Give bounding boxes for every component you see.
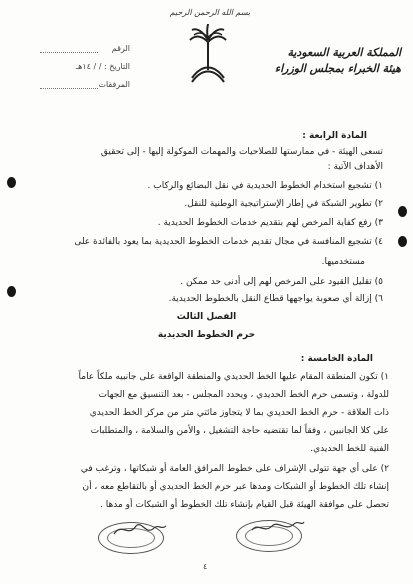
punch-hole <box>398 206 407 217</box>
article5-line: إنشاء تلك الخطوط أو الشبكات ومدها عبر حرم الخط الحديدي أو بالتقاطع معه ، أن <box>82 482 389 492</box>
article5-line: للدولة ، وتسمى حرم الخط الحديدي ، ويحدد المجلس - بعد التنسيق مع الجهات <box>98 390 389 400</box>
article4-intro-line1: تسعى الهيئة - في ممارستها للصلاحيات والمهمات الموكولة إليها - إلى تحقيق <box>100 147 383 157</box>
reference-label: الرقم <box>111 44 130 53</box>
attachments-label: المرفقات <box>98 80 130 89</box>
article4-item-cont: مستخدميها. <box>321 257 365 267</box>
article5-line: ذات العلاقة - حرم الخط الحديدي بما لا يتجاوز مائتي متر من مركز الخط الحديدي <box>89 408 389 418</box>
signature-left <box>112 518 168 540</box>
article4-item: ٣) رفع كفاية المرخص لهم بتقديم خدمات الخطوط الحديدية . <box>157 218 383 228</box>
article5-heading: المادة الخامسة : <box>300 354 373 364</box>
saudi-emblem-icon <box>188 24 228 88</box>
article5-line: على كلا الجانبين ، وفقاً لما تقتضيه حاجة التشغيل ، والأمن والسلامة ، والمتطلبات <box>90 426 389 436</box>
article4-item: ٤) تشجيع المنافسة في مجال تقديم خدمات الخطوط الحديدية بما يعود بالفائدة على <box>74 237 383 247</box>
article5-line: ٢) على أي جهة تتولى الإشراف على خطوط المرافق العامة أو شبكاتها ، وترغب في <box>80 464 389 474</box>
article5-line: ١) تكون المنطقة المقام عليها الخط الحديدي والمنطقة الواقعة على جانبيه ملكاً عاماً <box>78 372 389 382</box>
date-label: التاريخ : / / ١٤هـ <box>75 62 130 71</box>
article4-item: ٦) إزالة أي صعوبة يواجهها قطاع النقل بالخطوط الحديدية. <box>168 294 383 304</box>
punch-hole <box>398 236 407 247</box>
chapter-title: الفصل الثالث <box>176 312 237 322</box>
reference-field <box>40 44 130 53</box>
article5-line: تحصل على موافقة الهيئة قبل القيام بإنشاء تلك الخطوط أو الشبكات أو مدها . <box>100 500 389 510</box>
org-name-line1: المملكة العربية السعودية <box>287 46 401 59</box>
article4-item: ١) تشجيع استخدام الخطوط الحديدية في نقل البضائع والركاب . <box>147 181 383 191</box>
article5-line: الفنية للخط الحديدي. <box>310 444 389 454</box>
chapter-subtitle: حرم الخطوط الحديدية <box>157 330 256 340</box>
org-name-line2: هيئة الخبراء بمجلس الوزراء <box>274 62 401 75</box>
signature-right <box>250 516 306 538</box>
attachments-field <box>40 80 130 89</box>
article4-intro-line2: الأهداف الآتية : <box>327 162 383 172</box>
basmala: بسم الله الرحمن الرحيم <box>169 8 251 17</box>
punch-hole <box>7 177 16 188</box>
article4-heading: المادة الرابعة : <box>302 131 367 141</box>
page-number: ٤ <box>203 562 208 571</box>
date-field <box>40 62 130 71</box>
article4-item: ٢) تطوير الشبكة في إطار الإستراتيجية الوطنية للنقل. <box>184 199 383 209</box>
article4-item: ٥) تقليل القيود على المرخص لهم إلى أدنى حد ممكن . <box>180 277 383 287</box>
punch-hole <box>7 286 16 297</box>
